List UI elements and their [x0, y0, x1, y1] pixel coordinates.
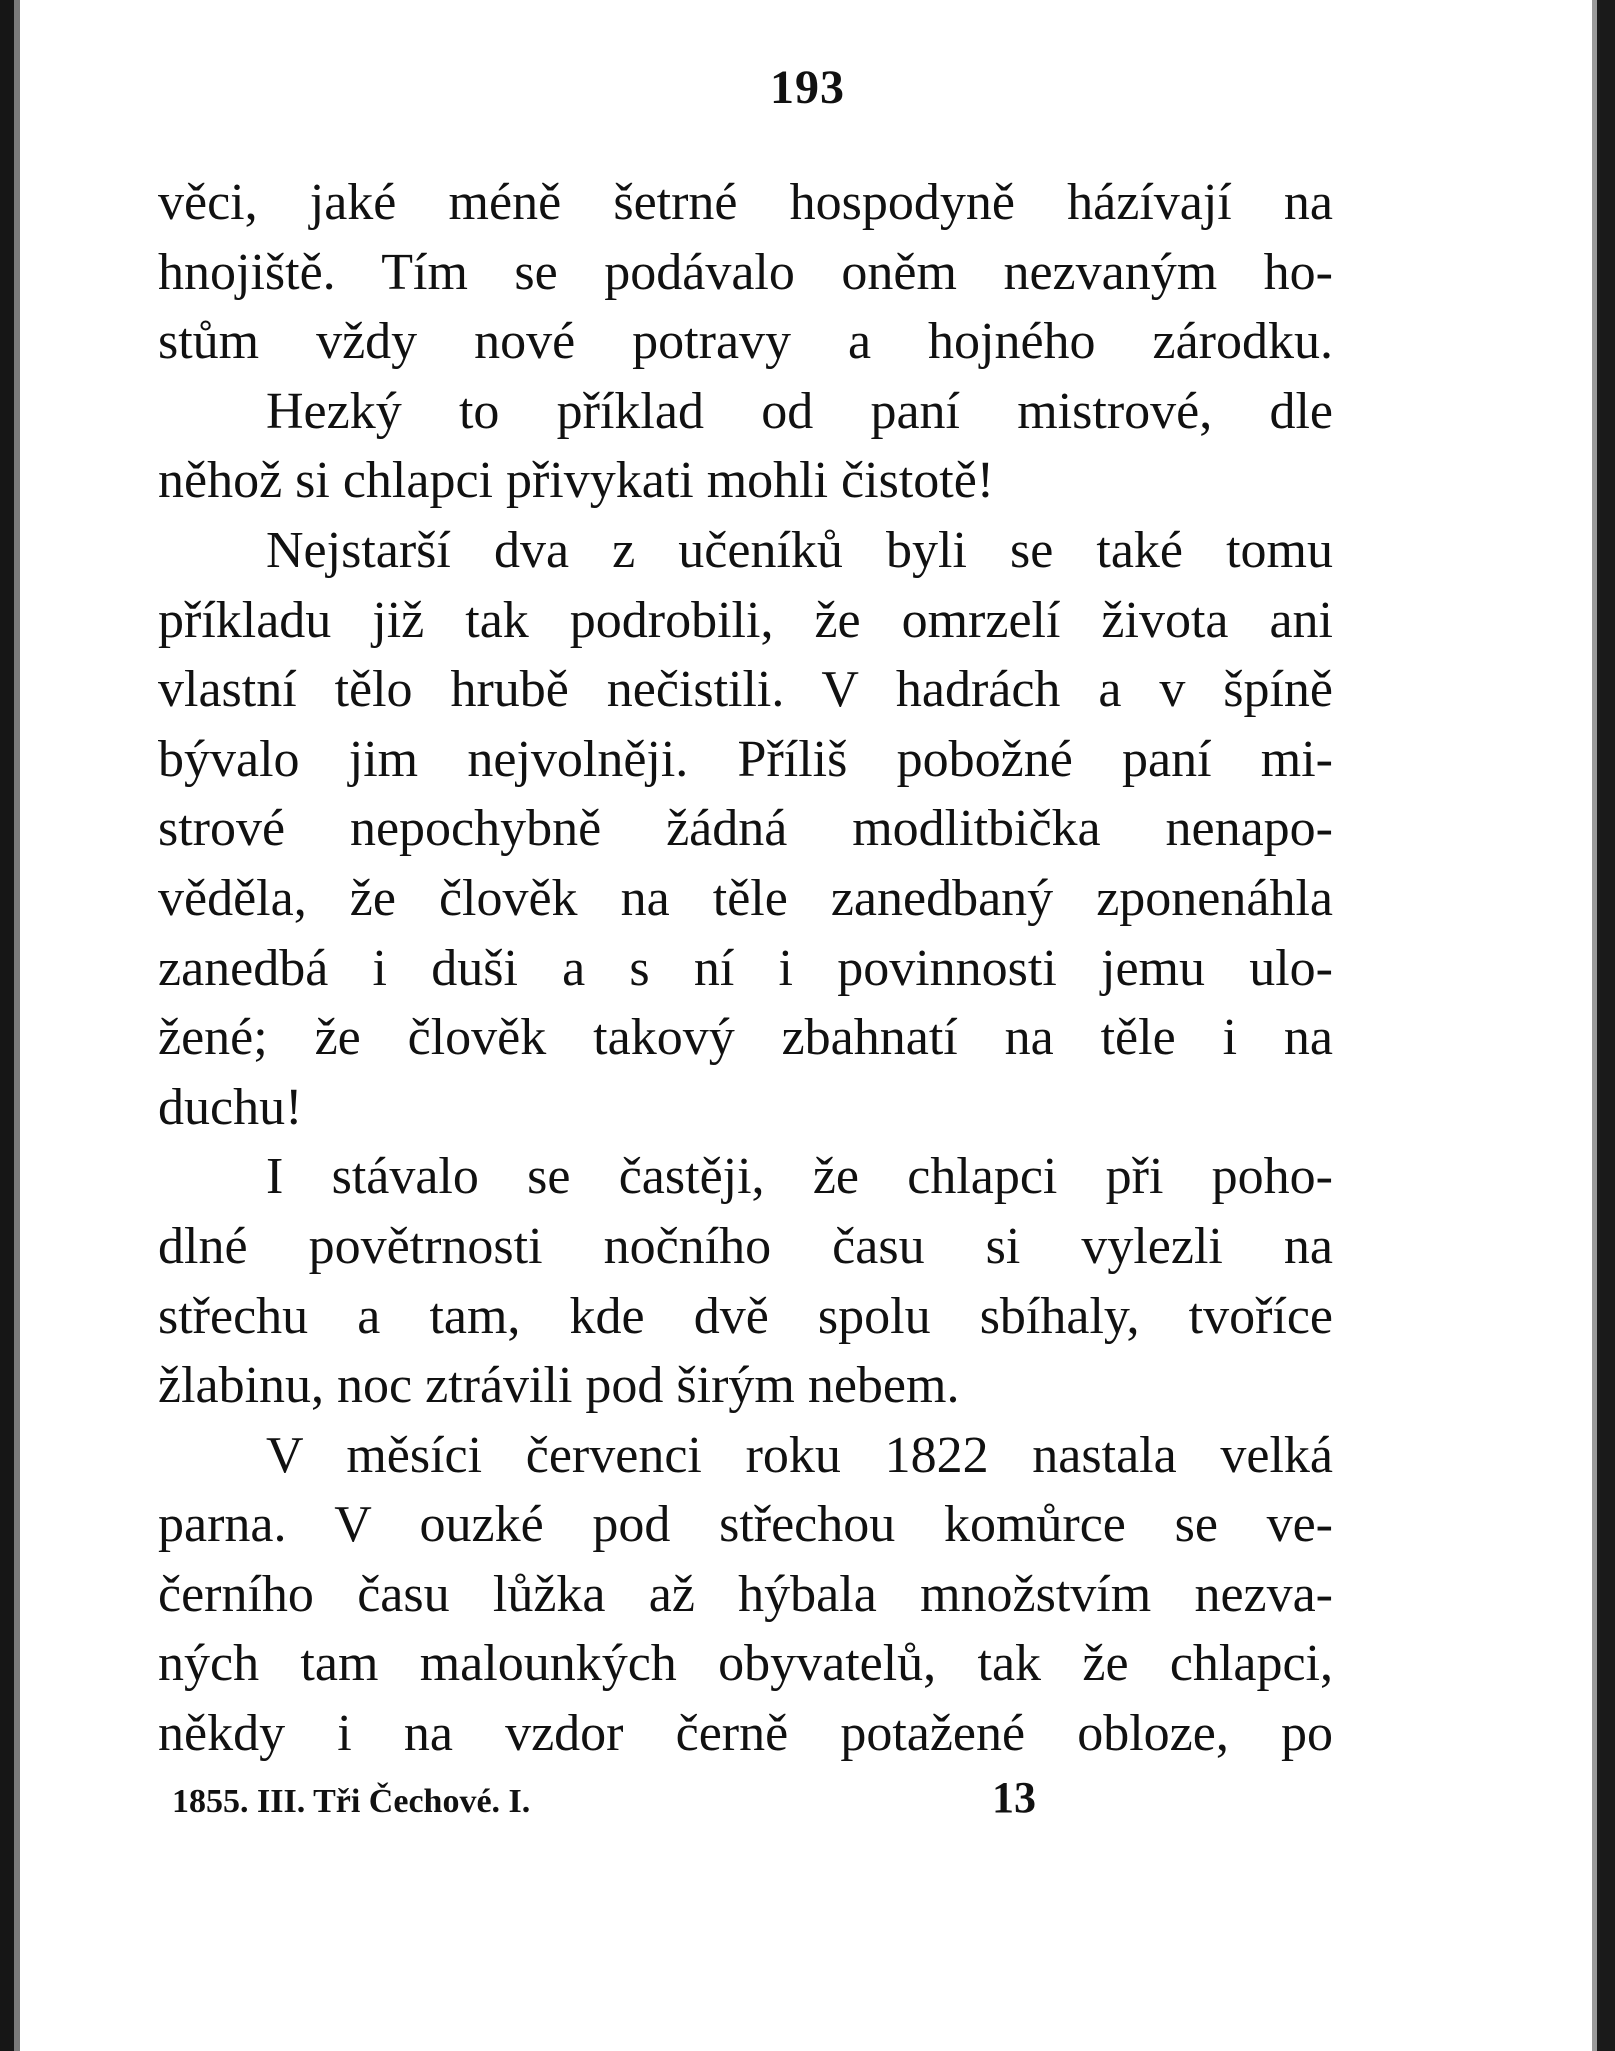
left-scan-shadow	[14, 0, 20, 2051]
text-line: bývalo jim nejvolněji. Příliš pobožné paní mi-	[158, 730, 1333, 788]
text-line: parna. V ouzké pod střechou komůrce se ve-	[158, 1496, 1333, 1554]
page-number: 193	[770, 61, 845, 114]
text-line: žené; že člověk takový zbahnatí na těle i na	[158, 1009, 1333, 1067]
text-line: I stávalo se častěji, že chlapci při poho-	[266, 1148, 1333, 1206]
text-line: černího času lůžka až hýbala množstvím nezva-	[158, 1565, 1333, 1623]
printer-signature: 1855. III. Tři Čechové. I.	[172, 1783, 531, 1820]
text-line: Nejstarší dva z učeníků byli se také tomu	[266, 521, 1333, 579]
text-line: věděla, že člověk na těle zanedbaný zponenáhla	[158, 869, 1333, 927]
text-line: střechu a tam, kde dvě spolu sbíhaly, tvoříce	[158, 1287, 1333, 1345]
text-line: strové nepochybně žádná modlitbička nenapo-	[158, 800, 1333, 858]
text-line: žlabinu, noc ztrávili pod širým nebem.	[158, 1357, 960, 1415]
right-scan-edge	[1597, 0, 1615, 2051]
text-line: něhož si chlapci přivykati mohli čistotě!	[158, 452, 995, 510]
page-footer	[172, 1772, 1052, 1832]
text-line: příkladu již tak podrobili, že omrzelí života ani	[158, 591, 1333, 649]
text-line: zanedbá i duši a s ní i povinnosti jemu ulo-	[158, 939, 1333, 997]
text-line: Hezký to příklad od paní mistrové, dle	[266, 382, 1333, 440]
text-line: V měsíci červenci roku 1822 nastala velká	[266, 1426, 1333, 1484]
left-scan-edge	[0, 0, 14, 2051]
text-line: věci, jaké méně šetrné hospodyně házívají na	[158, 174, 1333, 231]
body-text	[158, 168, 1333, 1769]
text-line: někdy i na vzdor černě potažené obloze, po	[158, 1705, 1333, 1763]
sheet-number: 13	[992, 1773, 1036, 1822]
text-line: hnojiště. Tím se podávalo oněm nezvaným ho-	[158, 243, 1333, 301]
text-line: dlné povětrnosti nočního času si vylezli na	[158, 1217, 1333, 1275]
right-scan-shadow	[1592, 0, 1597, 2051]
text-line: ných tam malounkých obyvatelů, tak že chlapci,	[158, 1635, 1333, 1693]
text-line: stům vždy nové potravy a hojného zárodku.	[158, 313, 1333, 371]
text-line: vlastní tělo hrubě nečistili. V hadrách a v špíně	[158, 661, 1333, 719]
text-line: duchu!	[158, 1078, 303, 1136]
